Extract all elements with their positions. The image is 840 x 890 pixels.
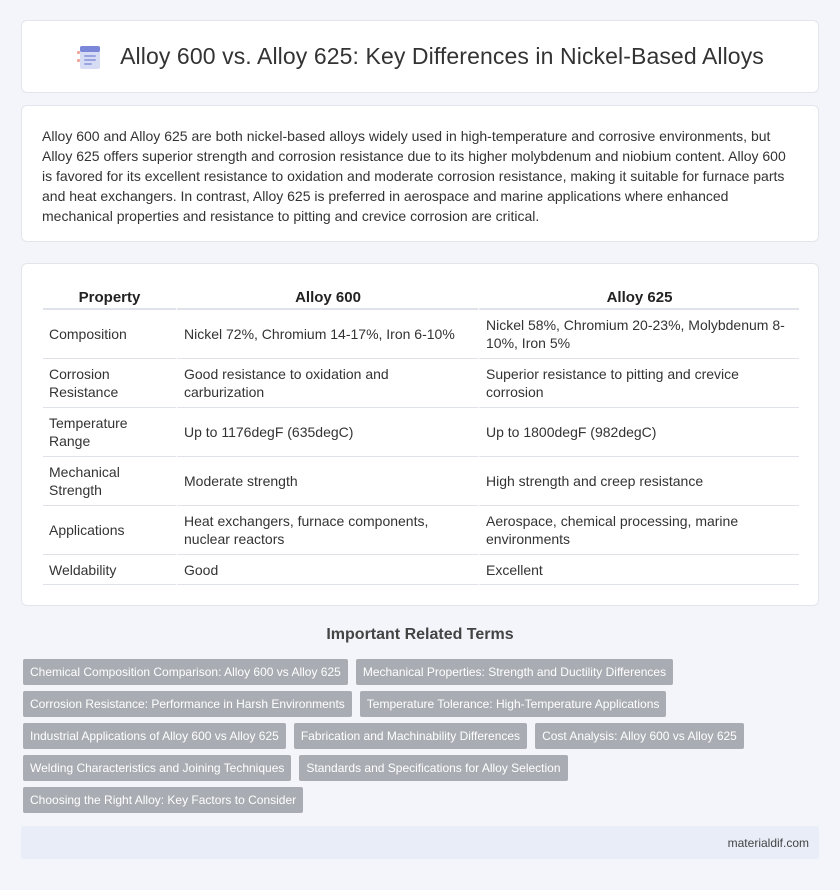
property-cell: Weldability [43, 554, 176, 585]
related-term-tag[interactable]: Choosing the Right Alloy: Key Factors to Consider [23, 787, 303, 813]
alloy-600-cell: Heat exchangers, furnace components, nuclear reactors [176, 505, 478, 554]
alloy-625-cell: Excellent [478, 554, 799, 585]
intro-card [21, 105, 819, 242]
alloy-625-cell: Nickel 58%, Chromium 20-23%, Molybdenum 8-10%, Iron 5% [478, 309, 799, 358]
alloy-625-cell: Aerospace, chemical processing, marine environments [478, 505, 799, 554]
related-term-tag[interactable]: Fabrication and Machinability Differences [294, 723, 527, 749]
footer [21, 826, 819, 859]
alloy-625-cell: High strength and creep resistance [478, 456, 799, 505]
related-term-tag[interactable]: Cost Analysis: Alloy 600 vs Alloy 625 [535, 723, 744, 749]
table-header-row [43, 286, 799, 309]
page-title: Alloy 600 vs. Alloy 625: Key Differences in Nickel-Based Alloys [120, 43, 764, 69]
property-cell: Applications [43, 505, 176, 554]
table-row [43, 456, 799, 505]
related-term-tag[interactable]: Temperature Tolerance: High-Temperature Applications [360, 691, 667, 717]
property-cell: Corrosion Resistance [43, 358, 176, 407]
table-row [43, 309, 799, 358]
table-row [43, 505, 799, 554]
related-term-tag[interactable]: Standards and Specifications for Alloy Selection [299, 755, 567, 781]
alloy-625-cell: Up to 1800degF (982degC) [478, 407, 799, 456]
title-card [21, 20, 819, 93]
header-alloy-600: Alloy 600 [176, 286, 478, 309]
related-term-tag[interactable]: Mechanical Properties: Strength and Ductility Differences [356, 659, 673, 685]
comparison-table [43, 286, 799, 585]
table-row [43, 407, 799, 456]
header-property: Property [43, 286, 176, 309]
comparison-card [21, 263, 819, 606]
related-term-tag[interactable]: Corrosion Resistance: Performance in Harsh Environments [23, 691, 352, 717]
alloy-600-cell: Nickel 72%, Chromium 14-17%, Iron 6-10% [176, 309, 478, 358]
related-terms-heading: Important Related Terms [326, 626, 514, 643]
title-wrap [76, 43, 764, 71]
related-term-tag[interactable]: Industrial Applications of Alloy 600 vs Alloy 625 [23, 723, 286, 749]
alloy-600-cell: Good [176, 554, 478, 585]
property-cell: Mechanical Strength [43, 456, 176, 505]
alloy-625-cell: Superior resistance to pitting and crevice corrosion [478, 358, 799, 407]
property-cell: Composition [43, 309, 176, 358]
header-alloy-625: Alloy 625 [478, 286, 799, 309]
alloy-600-cell: Good resistance to oxidation and carburization [176, 358, 478, 407]
footer-site-link[interactable]: materialdif.com [727, 836, 809, 850]
table-row [43, 554, 799, 585]
related-term-tag[interactable]: Welding Characteristics and Joining Techniques [23, 755, 291, 781]
alloy-600-cell: Up to 1176degF (635degC) [176, 407, 478, 456]
related-terms-list [23, 659, 813, 813]
table-row [43, 358, 799, 407]
property-cell: Temperature Range [43, 407, 176, 456]
related-term-tag[interactable]: Chemical Composition Comparison: Alloy 600 vs Alloy 625 [23, 659, 348, 685]
intro-paragraph: Alloy 600 and Alloy 625 are both nickel-based alloys widely used in high-temperature and corrosive environments, but Alloy 625 offers superior strength and corrosion resistance due to its higher molybdenum and niobium content. Alloy 600 is favored for its excellent resistance to oxidation and moderate corrosion resistance, making it suitable for furnace parts and heat exchangers. In contrast, Alloy 625 is preferred in aerospace and marine applications where enhanced mechanical properties and resistance to pitting and crevice corrosion are critical. [42, 128, 786, 224]
alloy-600-cell: Moderate strength [176, 456, 478, 505]
document-icon [76, 43, 104, 71]
